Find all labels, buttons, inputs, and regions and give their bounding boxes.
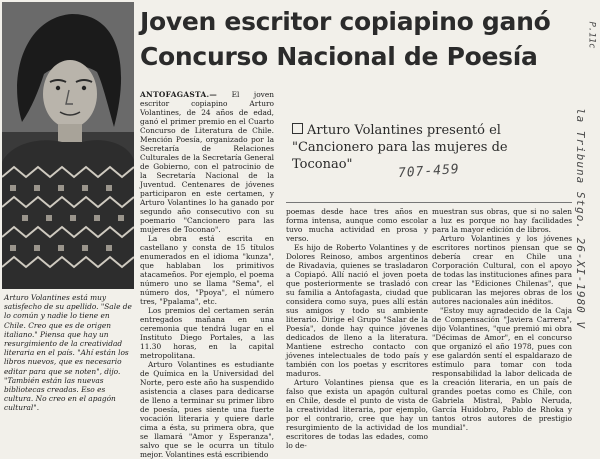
dateline: ANTOFAGASTA.— (140, 90, 218, 99)
handwritten-source-note: la Tribuna Stgo. 26-XI-1980 V (574, 108, 587, 330)
article-paragraph: La obra está escrita en castellano y consta de 15 títulos enumerados en el idioma "kunza", que hablaban los primitivos atacameños. Por ejemplo, el poema número uno se llama "Sema", el número dos, "Ppoya", el número tres, "Ppalama", etc. (140, 234, 274, 306)
article-paragraph (140, 90, 274, 234)
article-column-1 (140, 90, 274, 459)
article-paragraph: Es hijo de Roberto Volantines y de Dolores Reinoso, ambos argentinos de Rivadavia, quienes se trasladaron a Copiapó. Allí nació el joven poeta que posteriormente se trasladó con su familia a Antofagasta, ciudad que considera como suya, pues allí están sus amigos y todo su ambiente literario. Dirige el Grupo "Salar de la Poesía", donde hay quince jóvenes dedicados de lleno a la literatura. Mantiene estrecho contacto con jóvenes intelectuales de todo país y también con los poetas y escritores maduros. (286, 243, 428, 378)
headline (140, 4, 560, 74)
article-paragraph: Arturo Volantines y los jóvenes escritores nortinos piensan que se debería crear en Chile una Corporación Cultural, con el apoyo de todas las instituciones afines para crear las "Ediciones Chilenas", que publicaran las mejores obras de los autores nacionales aún inéditos. (432, 234, 572, 306)
caption-text: Arturo Volantines está muy satisfecho de su apellido. "Sale de lo común y nadie lo tiene en Chile. Creo que es de origen italiano." Piensa que hay un resurgimiento de la creatividad literaria en el país. "Ahí están los libros nuevos, que es necesario editar para que se noten", dijo. "También están las nuevas bibliotecas creadas. Eso es cultura. No creo en el apagón cultural". (4, 293, 132, 413)
checkbox-bullet-icon (292, 123, 303, 134)
photo-caption (4, 293, 132, 413)
handwritten-page-note: P.11c (586, 21, 597, 49)
article-paragraph: Arturo Volantines es estudiante de Química en la Universidad del Norte, pero este año ha suspendido asistencia a clases para dedicarse de lleno a terminar su primer libro de poesía, pues siente una fuerte vocación literaria y quiere darle cima a ésta, su primera obra, que se llamará "Amor y Esperanza", salvo que se le ocurra un título mejor. Volantines está escribiendo (140, 360, 274, 459)
article-paragraph: muestran sus obras, que si no salen a luz es porque no hay facilidades para la mayor edición de libros. (432, 207, 572, 234)
pull-quote-text: Arturo Volantines presentó el "Cancionero para las mujeres de Toconao" (292, 123, 508, 172)
author-photo (2, 2, 134, 289)
headline-line-2: Concurso Nacional de Poesía (140, 42, 538, 71)
article-paragraph: Los premios del certamen serán entregados mañana en una ceremonia que tendrá lugar en el Instituto Diego Portales, a las 11.30 horas, en la capital metropolitana. (140, 306, 274, 360)
article-paragraph: poemas desde hace tres años en forma intensa, aunque como escolar tuvo mucha actividad en prosa y verso. (286, 207, 428, 243)
divider (286, 202, 572, 203)
article-paragraph: Arturo Volantines piensa que es falso que exista un apagón cultural en Chile, desde el punto de vista de la creatividad literaria, por ejemplo, por el contrario, cree que hay un resurgimiento de la actividad de los escritores de todas las edades, como lo de- (286, 378, 428, 450)
handwritten-code: 707-459 (397, 161, 461, 182)
portrait-image (2, 2, 134, 289)
article-column-2 (286, 207, 428, 450)
paragraph-text: El joven escritor copiapino Arturo Volantines, de 24 años de edad, ganó el primer premio en el Cuarto Concurso de Literatura de Chile. Mención Poesía, organizado por la Secretaría de Relaciones Culturales de la Secretaría General de Gobierno, con el patrocinio de la Secretaría Nacional de la Juventud. Centenares de jóvenes participaron en este certamen, y Arturo Volantines lo ha ganado por segundo año consecutivo con su poemario "Cancionero para las mujeres de Toconao". (140, 90, 274, 234)
headline-line-1: Joven escritor copiapino ganó (140, 7, 551, 36)
article-paragraph: "Estoy muy agradecido de la Caja de Compensación "Javiera Carrera", dijo Volantines, "que premió mi obra "Décimas de Amor", en el concurso que organizó el año 1978, pues con ese galardón sentí el espaldarazo de estímulo para tomar con toda responsabilidad la labor delicada de la creación literaria, en un país de grandes poetas como es Chile, con Gabriela Mistral, Pablo Neruda, García Huidobro, Pablo de Rhoka y tantos otros autores de prestigio mundial". (432, 306, 572, 432)
article-column-3 (432, 207, 572, 432)
